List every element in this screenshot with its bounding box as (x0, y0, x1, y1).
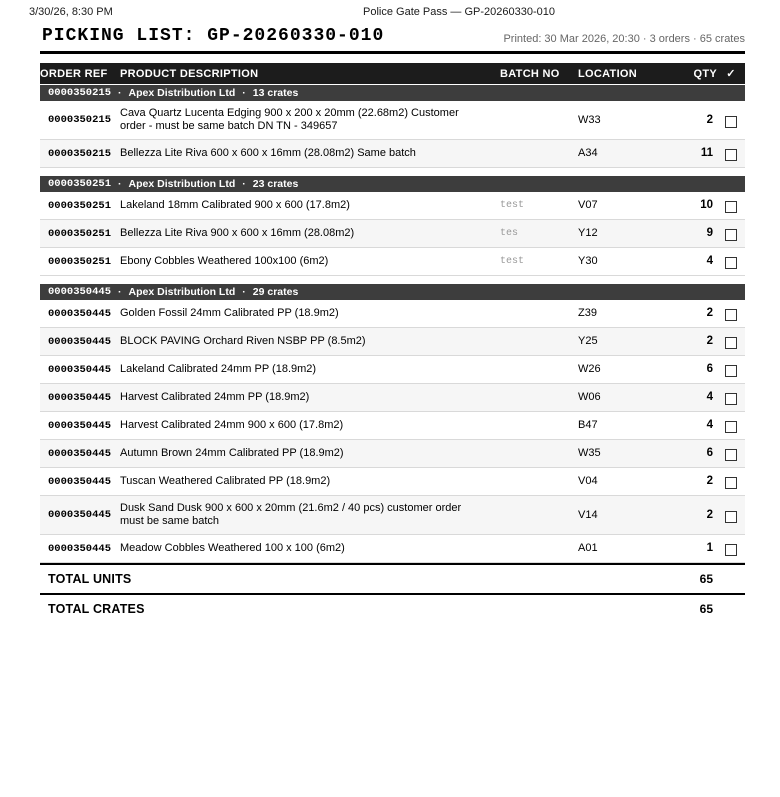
table-row (40, 356, 745, 384)
order-ref-value: 0000350445 (48, 447, 112, 460)
cell-location: V07 (578, 199, 598, 211)
cell-product-description: Tuscan Weathered Calibrated PP (18.9m2) (120, 475, 331, 487)
cell-product-description: Golden Fossil 24mm Calibrated PP (18.9m2) (120, 307, 339, 319)
cell-order-ref (40, 141, 120, 167)
document-title-row (40, 26, 745, 46)
column-header-qty: QTY (693, 67, 717, 80)
cell-qty (650, 503, 717, 528)
cell-qty (650, 469, 717, 494)
cell-order-ref (40, 193, 120, 219)
order-group-header (40, 85, 745, 101)
picking-table (40, 63, 745, 563)
cell-qty (650, 536, 717, 561)
table-row (40, 468, 745, 496)
cell-qty (650, 329, 717, 354)
qty-value: 11 (700, 147, 713, 159)
total-row (40, 593, 745, 623)
cell-product-description: Harvest Calibrated 24mm 900 x 600 (17.8m2) (120, 419, 344, 431)
row-checkbox[interactable] (725, 477, 737, 489)
order-ref-value: 0000350445 (48, 509, 112, 521)
row-checkbox[interactable] (725, 449, 737, 461)
cell-product-description: Dusk Sand Dusk 900 x 600 x 20mm (21.6m2 / 40 pcs) customer order must be same batch (120, 502, 462, 527)
cell-check (717, 107, 745, 134)
order-ref-value: 0000350445 (48, 307, 112, 320)
cell-qty (650, 301, 717, 326)
totals-section (40, 563, 745, 623)
table-row (40, 220, 745, 248)
order-ref-value: 0000350445 (48, 335, 112, 348)
cell-product-description: Harvest Calibrated 24mm PP (18.9m2) (120, 391, 310, 403)
group-g-cust: Apex Distribution Ltd (128, 178, 236, 190)
cell-product-description: Ebony Cobbles Weathered 100x100 (6m2) (120, 255, 329, 267)
order-ref-value: 0000350251 (48, 199, 112, 212)
print-page-title: Police Gate Pass — GP-20260330-010 (363, 6, 556, 18)
cell-order-ref (40, 329, 120, 355)
group-g-crates: 29 crates (252, 286, 299, 298)
cell-qty (650, 193, 717, 218)
row-checkbox[interactable] (725, 149, 737, 161)
cell-product-description: Autumn Brown 24mm Calibrated PP (18.9m2) (120, 447, 344, 459)
row-checkbox[interactable] (725, 337, 737, 349)
cell-location: Y30 (578, 255, 598, 267)
table-row (40, 300, 745, 328)
order-group-header (40, 176, 745, 192)
table-row (40, 248, 745, 276)
cell-batch-no (500, 476, 578, 488)
row-checkbox[interactable] (725, 201, 737, 213)
cell-check (717, 468, 745, 495)
row-checkbox[interactable] (725, 393, 737, 405)
cell-product-description: Bellezza Lite Riva 600 x 600 x 16mm (28.08m2) Same batch (120, 147, 416, 159)
cell-order-ref (40, 385, 120, 411)
cell-check (717, 140, 745, 167)
group-g-ref: 0000350251 (48, 178, 112, 190)
cell-batch-no (500, 448, 578, 460)
cell-check (717, 248, 745, 275)
cell-product-description: Lakeland 18mm Calibrated 900 x 600 (17.8m2) (120, 199, 350, 211)
qty-value: 9 (706, 227, 713, 239)
group-g-crates: 23 crates (252, 178, 299, 190)
order-ref-value: 0000350251 (48, 227, 112, 240)
cell-qty (650, 441, 717, 466)
order-ref-value: 0000350215 (48, 114, 112, 126)
group-g-ref: 0000350215 (48, 87, 112, 99)
column-header-order-ref: ORDER REF (40, 67, 108, 80)
column-header-check-icon: ✓ (726, 68, 736, 80)
row-checkbox[interactable] (725, 511, 737, 523)
cell-location: V14 (578, 508, 598, 521)
order-ref-value: 0000350445 (48, 475, 112, 488)
cell-qty (650, 385, 717, 410)
group-g-cust: Apex Distribution Ltd (128, 286, 236, 298)
cell-qty (650, 249, 717, 274)
cell-order-ref (40, 221, 120, 247)
total-label: TOTAL UNITS (48, 572, 132, 586)
order-group (40, 176, 745, 276)
column-header-location: LOCATION (578, 67, 638, 80)
separator-dot: · (118, 286, 122, 298)
cell-qty (650, 141, 717, 166)
qty-value: 4 (706, 391, 713, 403)
cell-qty (650, 108, 717, 133)
cell-check (717, 192, 745, 219)
table-row (40, 101, 745, 140)
row-checkbox[interactable] (725, 544, 737, 556)
cell-batch-no (500, 543, 578, 555)
cell-order-ref (40, 413, 120, 439)
table-row (40, 535, 745, 563)
order-ref-value: 0000350251 (48, 255, 112, 268)
page-title: PICKING LIST: GP-20260330-010 (42, 26, 385, 46)
cell-order-ref (40, 249, 120, 275)
cell-location: Y12 (578, 227, 598, 239)
table-row (40, 440, 745, 468)
cell-location: B47 (578, 419, 598, 431)
cell-product-description: BLOCK PAVING Orchard Riven NSBP PP (8.5m2) (120, 335, 366, 347)
total-row (40, 563, 745, 593)
qty-value: 2 (706, 475, 713, 487)
row-checkbox[interactable] (725, 365, 737, 377)
cell-check (717, 440, 745, 467)
cell-location: Y25 (578, 335, 598, 347)
cell-check (717, 300, 745, 327)
row-checkbox[interactable] (725, 421, 737, 433)
cell-qty (650, 221, 717, 246)
column-header-product-description: PRODUCT DESCRIPTION (120, 67, 259, 80)
order-group-header (40, 284, 745, 300)
qty-value: 10 (700, 199, 713, 211)
qty-value: 4 (706, 255, 713, 267)
cell-check (717, 384, 745, 411)
group-g-ref: 0000350445 (48, 286, 112, 298)
cell-qty (650, 357, 717, 382)
table-row (40, 192, 745, 220)
cell-batch-no (500, 509, 578, 521)
qty-value: 1 (706, 542, 713, 554)
cell-location: W26 (578, 363, 601, 375)
row-checkbox[interactable] (725, 116, 737, 128)
cell-batch-no (500, 114, 578, 126)
qty-value: 6 (706, 447, 713, 459)
cell-product-description: Cava Quartz Lucenta Edging 900 x 200 x 20mm (22.68m2) Customer order - must be same batch DN TN - 349657 (120, 107, 459, 132)
group-g-crates: 13 crates (252, 87, 299, 99)
cell-location: A01 (578, 542, 598, 554)
order-ref-value: 0000350445 (48, 363, 112, 376)
separator-dot: · (118, 178, 122, 190)
separator-dot: · (242, 87, 246, 99)
qty-value: 4 (706, 419, 713, 431)
row-checkbox[interactable] (725, 229, 737, 241)
cell-order-ref (40, 469, 120, 495)
cell-product-description: Bellezza Lite Riva 900 x 600 x 16mm (28.08m2) (120, 227, 355, 239)
table-row (40, 412, 745, 440)
cell-batch-no: test (500, 256, 525, 267)
total-value: 65 (699, 572, 713, 586)
cell-check (717, 328, 745, 355)
printed-meta: Printed: 30 Mar 2026, 20:30 · 3 orders · 65 crates (503, 33, 745, 45)
picking-list-document (40, 24, 745, 623)
table-body (40, 85, 745, 563)
cell-batch-no (500, 420, 578, 432)
cell-location: V04 (578, 475, 598, 487)
cell-batch-no (500, 392, 578, 404)
row-checkbox[interactable] (725, 309, 737, 321)
order-group (40, 85, 745, 168)
qty-value: 2 (706, 113, 713, 126)
cell-location: W33 (578, 113, 601, 126)
qty-value: 2 (706, 508, 713, 521)
table-header-row (40, 63, 745, 84)
column-header-batch-no: BATCH NO (500, 67, 560, 80)
separator-dot: · (242, 178, 246, 190)
cell-location: W06 (578, 391, 601, 403)
cell-check (717, 535, 745, 562)
table-row (40, 328, 745, 356)
table-row (40, 496, 745, 535)
cell-location: A34 (578, 147, 598, 159)
cell-batch-no: tes (500, 228, 519, 239)
order-ref-value: 0000350215 (48, 147, 112, 160)
cell-product-description: Meadow Cobbles Weathered 100 x 100 (6m2) (120, 542, 345, 554)
cell-check (717, 220, 745, 247)
total-value: 65 (699, 602, 713, 616)
cell-qty (650, 413, 717, 438)
cell-location: W35 (578, 447, 601, 459)
order-ref-value: 0000350445 (48, 542, 112, 555)
total-label: TOTAL CRATES (48, 602, 145, 616)
separator-dot: · (242, 286, 246, 298)
qty-value: 2 (706, 307, 713, 319)
row-checkbox[interactable] (725, 257, 737, 269)
cell-batch-no (500, 364, 578, 376)
group-g-cust: Apex Distribution Ltd (128, 87, 236, 99)
cell-order-ref (40, 536, 120, 562)
cell-order-ref (40, 502, 120, 528)
table-row (40, 140, 745, 168)
cell-batch-no: test (500, 200, 525, 211)
cell-check (717, 356, 745, 383)
cell-batch-no (500, 336, 578, 348)
qty-value: 2 (706, 335, 713, 347)
table-row (40, 384, 745, 412)
cell-check (717, 412, 745, 439)
cell-order-ref (40, 357, 120, 383)
qty-value: 6 (706, 363, 713, 375)
cell-check (717, 502, 745, 529)
cell-batch-no (500, 148, 578, 160)
order-ref-value: 0000350445 (48, 391, 112, 404)
title-divider (40, 51, 745, 54)
print-date: 3/30/26, 8:30 PM (29, 6, 113, 18)
order-group (40, 284, 745, 563)
cell-order-ref (40, 107, 120, 133)
separator-dot: · (118, 87, 122, 99)
cell-product-description: Lakeland Calibrated 24mm PP (18.9m2) (120, 363, 317, 375)
cell-location: Z39 (578, 307, 597, 319)
order-ref-value: 0000350445 (48, 419, 112, 432)
cell-order-ref (40, 301, 120, 327)
cell-batch-no (500, 308, 578, 320)
cell-order-ref (40, 441, 120, 467)
